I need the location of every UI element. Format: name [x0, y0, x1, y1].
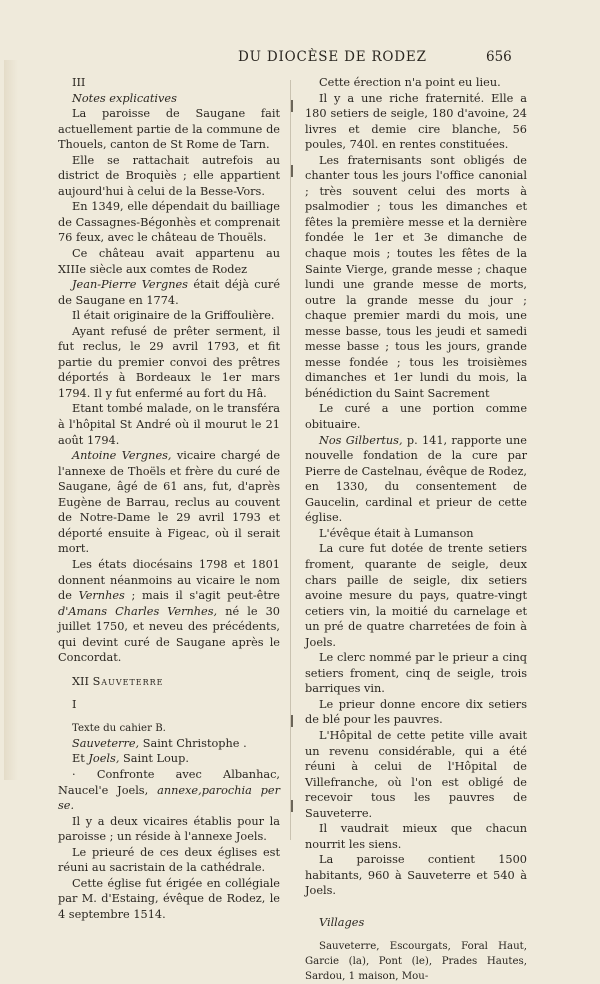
paragraph: La paroisse de Saugane fait actuellement partie de la commune de Thouels, canton de St Rome de Tarn.: [58, 107, 280, 152]
section-heading-number: XII: [72, 674, 89, 688]
paragraph-text: Les états diocésains 1798 et 1801 donnent néanmoins au vicaire le nom de: [58, 557, 280, 603]
section-heading-name: Sauveterre: [92, 674, 164, 688]
paragraph: Les fraternisants sont obligés de chanter tous les jours l'office canonial ; très souvent celui des morts à psalmodier ; tous les dimanches et fêtes la première messe et la dernière fondée le 1er et 3e dimanche de chaque mois ; toutes les fêtes de la Sainte Vierge, grande messe ; chaque lundi une grande messe de morts, outre la grande messe du jour ; chaque premier mardi du mois, une messe basse, tous les jeudi et samedi messe basse ; tous les jours, grande messe fondée ; tous les troisièmes dimanches et 1er lundi du mois, la bénédiction du Saint Sacrement: [305, 153, 527, 400]
spacer: [305, 931, 527, 939]
paragraph: Cette érection n'a point eu lieu.: [319, 76, 501, 89]
paragraph: Elle se rattachait autrefois au district de Broquiès ; elle appartient aujourd'hui à celui de la Besse-Vors.: [58, 153, 280, 198]
place-name: Sauveterre,: [72, 736, 140, 750]
source-title: Nos Gilbertus,: [319, 433, 403, 447]
paragraph-text: né le 30 juillet 1750, et neveu des précédents, qui devint curé de Saugane après le Concordat.: [58, 604, 280, 665]
paragraph: Le prieuré de ces deux églises est réuni au sacristain de la cathédrale.: [58, 845, 280, 875]
paragraph-text: p. 141, rapporte une nouvelle fondation de la cure par Pierre de Castelnau, évêque de Rodez, en 1330, du consentement de Gaucelin, cardinal et prieur de cette église.: [305, 433, 527, 525]
page-edge-shadow: [4, 60, 18, 780]
spacer: [58, 713, 280, 721]
paragraph: La cure fut dotée de trente setiers froment, quarante de seigle, deux chars paille de seigle, dix setiers avoine mesure du pays, quatre-vingt cetiers vin, la moitié du carnelage et un pré de quatre charretées de foin à Joels.: [305, 542, 527, 649]
place-name: Joels,: [88, 752, 120, 766]
paragraph-text: était déjà curé de Saugane en 1774.: [58, 278, 280, 307]
paragraph: Le curé a une portion comme obituaire.: [305, 402, 527, 432]
divider-mark: [291, 715, 293, 727]
person-name: Vernhes: [78, 589, 125, 603]
spacer: [58, 689, 280, 697]
section-heading: [58, 674, 280, 690]
paragraph: Il était originaire de la Griffoulière.: [72, 309, 275, 323]
paragraph: Ayant refusé de prêter serment, il fut reclus, le 29 avril 1793, et fit partie du premier convoi des prêtres déportés à Bordeaux le 1er mars 1794. Il y fut enfermé au fort du Hâ.: [58, 324, 280, 400]
paragraph: [58, 448, 280, 557]
running-header: [0, 49, 600, 71]
person-name: Antoine Vergnes,: [72, 449, 172, 463]
paragraph: Il y a une riche fraternité. Elle a 180 setiers de seigle, 180 d'avoine, 24 livres et demie cire blanche, 56 poules, 740l. en rentes constituées.: [305, 91, 527, 152]
latin-phrase: annexe,parochia per se.: [58, 783, 281, 813]
paragraph: [58, 751, 280, 767]
paragraph: [58, 277, 280, 308]
left-column: [58, 75, 280, 922]
paragraph-text: Saint Christophe .: [139, 736, 247, 750]
divider-mark: [291, 100, 293, 112]
section-number: III: [72, 76, 86, 89]
paragraph-text: Saint Loup.: [119, 752, 189, 766]
paragraph: Cette église fut érigée en collégiale par M. d'Estaing, évêque de Rodez, le 4 septembre 1514.: [58, 876, 280, 921]
right-column: [305, 75, 527, 984]
paragraph: En 1349, elle dépendait du bailliage de Cassagnes-Bégonhès et comprenait 76 feux, avec le château de Thouëls.: [58, 200, 280, 245]
paragraph: Etant tombé malade, on le transféra à l'hôpital St André où il mourut le 21 août 1794.: [58, 402, 280, 447]
paragraph: Il vaudrait mieux que chacun nourrit les siens.: [305, 822, 527, 851]
paragraph: Le prieur donne encore dix setiers de blé pour les pauvres.: [305, 697, 527, 727]
spacer: [305, 899, 527, 915]
villages-title: Villages: [319, 915, 365, 929]
person-name: d'Amans Charles Vernhes,: [58, 604, 218, 618]
paragraph: Ce château avait appartenu au XIIIe siècle aux comtes de Rodez: [58, 247, 280, 276]
divider-mark: [291, 165, 293, 177]
header-title: DU DIOCÈSE DE RODEZ: [238, 49, 427, 65]
paragraph: La paroisse contient 1500 habitants, 960 à Sauveterre et 540 à Joels.: [305, 853, 527, 898]
subsection-number: I: [72, 698, 77, 712]
person-name: Jean-Pierre Vergnes: [72, 278, 188, 292]
paragraph: [305, 433, 527, 526]
paragraph: Il y a deux vicaires établis pour la paroisse ; un réside à l'annexe Joels.: [58, 814, 280, 844]
paragraph: [58, 767, 280, 814]
paragraph: Le clerc nommé par le prieur a cinq setiers froment, cinq de seigle, trois barriques vin.: [305, 651, 527, 696]
villages-list: Sauveterre, Escourgats, Foral Haut, Garcie (la), Pont (le), Prades Hautes, Sardou, 1 maison, Mou-: [305, 940, 527, 982]
divider-mark: [291, 800, 293, 812]
cahier-note: Texte du cahier B.: [72, 722, 166, 734]
notes-title: Notes explicatives: [72, 91, 177, 105]
paragraph: L'évêque était à Lumanson: [319, 526, 474, 540]
paragraph-text: ; mais il s'agit peut-être: [124, 589, 280, 603]
spacer: [58, 666, 280, 674]
paragraph: [58, 557, 280, 666]
paragraph-text: Et: [72, 752, 89, 766]
paragraph-text: vicaire chargé de l'annexe de Thoëls et frère du curé de Saugane, âgé de 61 ans, fut, d'après Eugène de Barrau, reclus au couvent de Notre-Dame le 29 avril 1793 et déporté ensuite à Figeac, où il serait mort.: [58, 449, 280, 556]
page-number: 656: [486, 49, 512, 65]
paragraph-text: · Confronte avec Albanhac, Naucel'e Joels,: [58, 767, 280, 797]
paragraph: L'Hôpital de cette petite ville avait un revenu considérable, qui a été réuni à celui de l'Hôpital de Villefranche, où l'on est obligé de recevoir tous les pauvres de Sauveterre.: [305, 728, 527, 820]
paragraph: [58, 736, 280, 752]
